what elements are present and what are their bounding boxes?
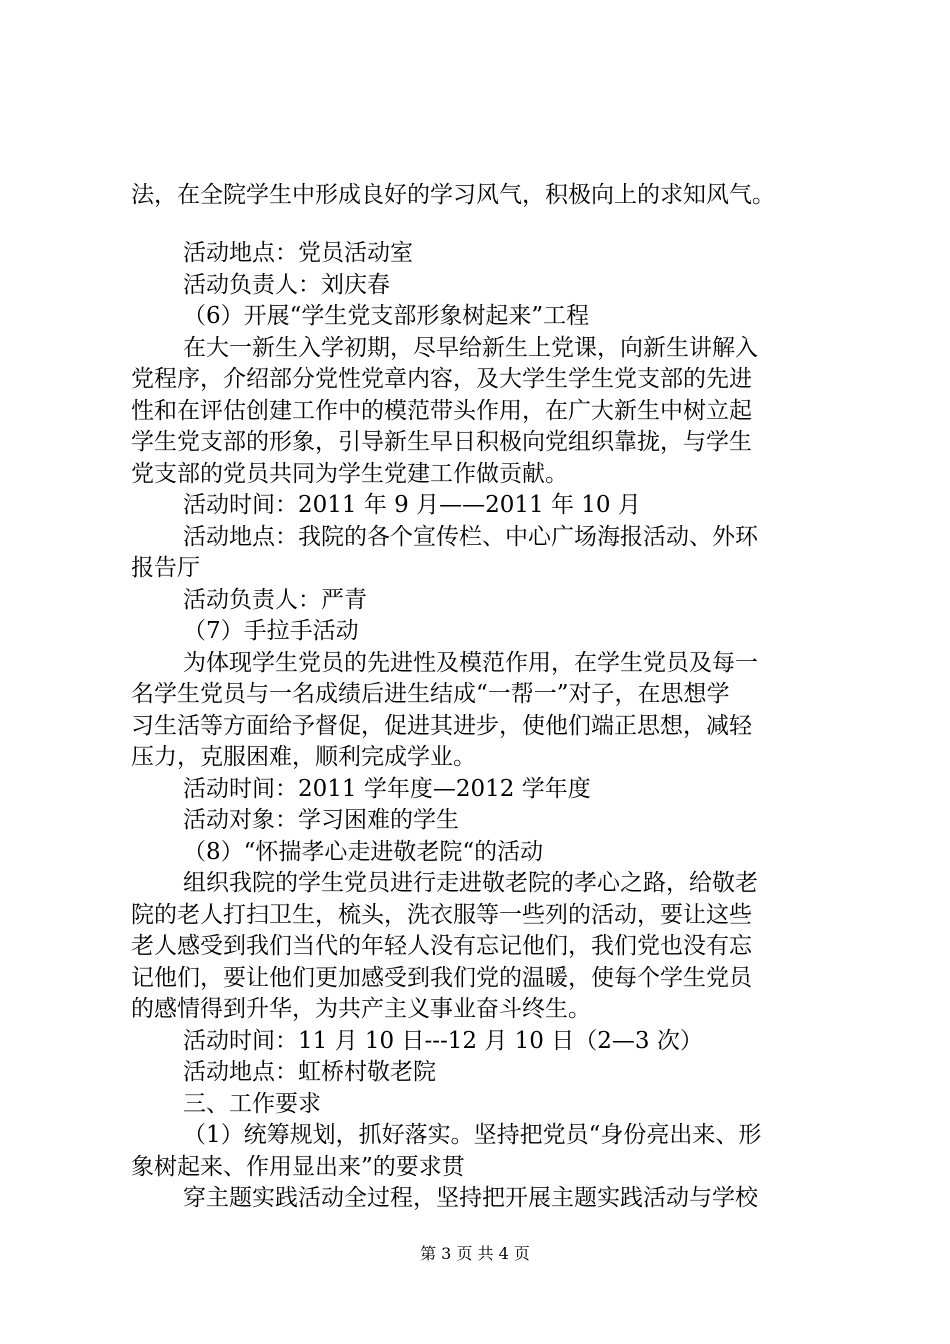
paragraph-line: 象树起来、作用显出来”的要求贯 <box>131 1154 465 1180</box>
activity-location: 活动地点：我院的各个宣传栏、中心广场海报活动、外环 <box>183 524 758 550</box>
activity-leader: 活动负责人：刘庆春 <box>183 272 390 298</box>
paragraph-line: 习生活等方面给予督促，促进其进步，使他们端正思想，减轻 <box>131 713 752 739</box>
paragraph-line: 穿主题实践活动全过程，坚持把开展主题实践活动与学校 <box>183 1185 758 1211</box>
activity-location: 活动地点：虹桥村敬老院 <box>183 1059 436 1085</box>
paragraph-line: 为体现学生党员的先进性及模范作用，在学生党员及每一 <box>183 650 758 676</box>
activity-time: 活动时间：2011 学年度—2012 学年度 <box>183 776 591 802</box>
activity-leader: 活动负责人：严青 <box>183 587 367 613</box>
activity-target: 活动对象：学习困难的学生 <box>183 807 459 833</box>
section-heading-8: （8）“怀揣孝心走进敬老院“的活动 <box>183 839 544 865</box>
paragraph-line: 压力，克服困难，顺利完成学业。 <box>131 744 476 770</box>
paragraph-line: 在大一新生入学初期，尽早给新生上党课，向新生讲解入 <box>183 335 758 361</box>
paragraph-line: 院的老人打扫卫生，梳头，洗衣服等一些列的活动，要让这些 <box>131 902 752 928</box>
activity-time: 活动时间：11 月 10 日---12 月 10 日（2—3 次） <box>183 1028 703 1054</box>
activity-time: 活动时间：2011 年 9 月——2011 年 10 月 <box>183 492 641 518</box>
requirement-1: （1）统筹规划，抓好落实。坚持把党员“身份亮出来、形 <box>183 1122 762 1148</box>
paragraph-line: 党支部的党员共同为学生党建工作做贡献。 <box>131 461 568 487</box>
paragraph-line: 组织我院的学生党员进行走进敬老院的孝心之路，给敬老 <box>183 870 758 896</box>
activity-location: 活动地点：党员活动室 <box>183 240 413 266</box>
section-heading-3: 三、工作要求 <box>183 1091 321 1117</box>
paragraph-continuation: 法，在全院学生中形成良好的学习风气，积极向上的求知风气。 <box>131 182 775 208</box>
activity-location-cont: 报告厅 <box>131 555 200 581</box>
page-footer: 第 3 页 共 4 页 <box>420 1244 530 1263</box>
paragraph-line: 老人感受到我们当代的年轻人没有忘记他们，我们党也没有忘 <box>131 933 752 959</box>
paragraph-line: 学生党支部的形象，引导新生早日积极向党组织靠拢，与学生 <box>131 429 752 455</box>
paragraph-line: 性和在评估创建工作中的模范带头作用，在广大新生中树立起 <box>131 398 752 424</box>
paragraph-line: 的感情得到升华，为共产主义事业奋斗终生。 <box>131 996 591 1022</box>
paragraph-line: 名学生党员与一名成绩后进生结成“一帮一”对子，在思想学 <box>131 681 730 707</box>
paragraph-line: 记他们，要让他们更加感受到我们党的温暖，使每个学生党员 <box>131 965 752 991</box>
section-heading-6: （6）开展“学生党支部形象树起来”工程 <box>183 303 590 329</box>
paragraph-line: 党程序，介绍部分党性党章内容，及大学生学生党支部的先进 <box>131 366 752 392</box>
section-heading-7: （7）手拉手活动 <box>183 618 359 644</box>
